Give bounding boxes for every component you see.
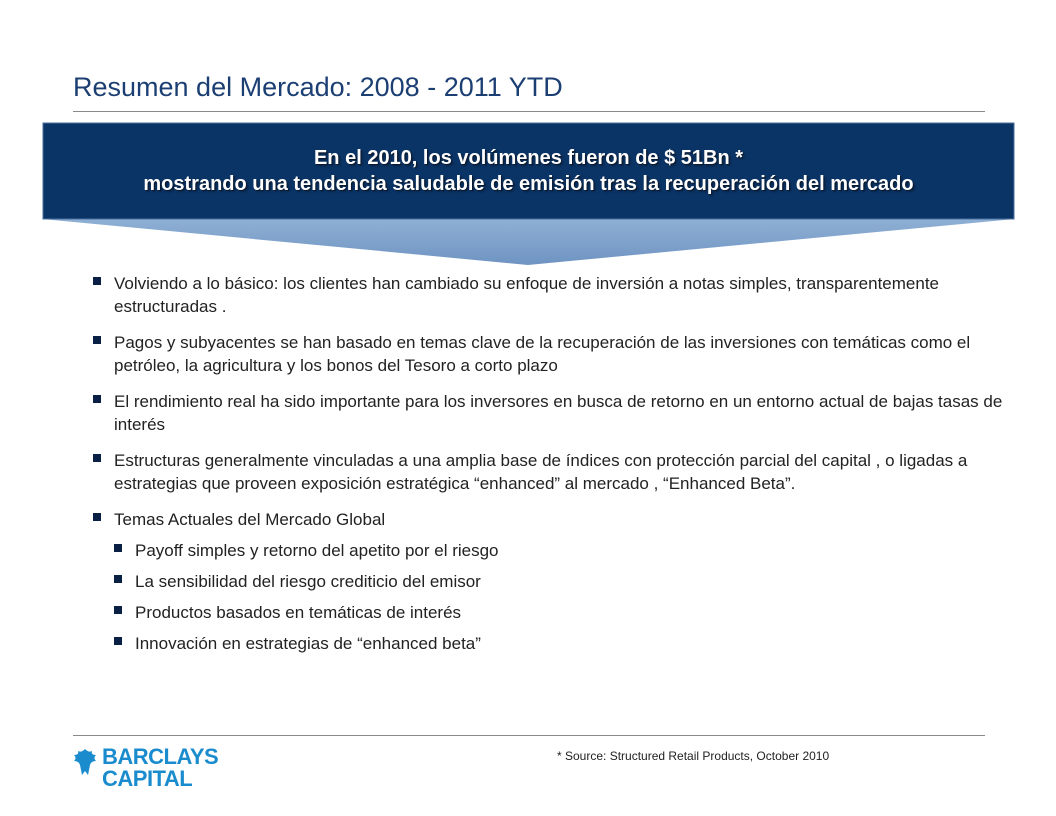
bullet-item: Estructuras generalmente vinculadas a una amplia base de índices con protección parcial del capital , o ligadas a estrategias que proveen exposición estratégica “enhanced” al mercado , “Enhanced Beta”.	[93, 449, 1005, 495]
bullet-item: Volviendo a lo básico: los clientes han cambiado su enfoque de inversión a notas simples, transparentemente estructuradas .	[93, 272, 1005, 318]
bullet-item: El rendimiento real ha sido importante para los inversores en busca de retorno en un entorno actual de bajas tasas de interés	[93, 390, 1005, 436]
logo-wordmark: BARCLAYS CAPITAL	[102, 744, 219, 791]
barclays-capital-logo	[72, 746, 232, 794]
sub-bullet-item: La sensibilidad del riesgo crediticio del emisor	[114, 570, 1005, 593]
square-bullet-icon	[93, 336, 101, 344]
title-divider	[73, 111, 985, 112]
bullet-item: Temas Actuales del Mercado Global	[93, 508, 1005, 531]
footer-divider	[73, 735, 985, 736]
square-bullet-icon	[114, 606, 122, 614]
bullet-list	[93, 272, 1005, 663]
headline-banner	[42, 122, 1015, 267]
sub-bullet-item: Productos basados en temáticas de interés	[114, 601, 1005, 624]
banner-line-1: En el 2010, los volúmenes fueron de $ 51Bn *	[313, 147, 744, 169]
sub-bullet-item: Payoff simples y retorno del apetito por el riesgo	[114, 539, 1005, 562]
banner-text	[42, 145, 1015, 197]
banner-arrow	[42, 219, 1015, 265]
page-title: Resumen del Mercado: 2008 - 2011 YTD	[73, 72, 563, 102]
source-note: * Source: Structured Retail Products, October 2010	[557, 749, 830, 763]
square-bullet-icon	[114, 637, 122, 645]
square-bullet-icon	[93, 395, 101, 403]
square-bullet-icon	[114, 575, 122, 583]
square-bullet-icon	[93, 454, 101, 462]
sub-bullet-item: Innovación en estrategias de “enhanced beta”	[114, 632, 1005, 655]
square-bullet-icon	[114, 544, 122, 552]
banner-line-2: mostrando una tendencia saludable de emisión tras la recuperación del mercado	[143, 173, 914, 195]
square-bullet-icon	[93, 513, 101, 521]
eagle-icon	[72, 747, 98, 777]
square-bullet-icon	[93, 277, 101, 285]
bullet-item: Pagos y subyacentes se han basado en temas clave de la recuperación de las inversiones con temáticas como el petróleo, la agricultura y los bonos del Tesoro a corto plazo	[93, 331, 1005, 377]
